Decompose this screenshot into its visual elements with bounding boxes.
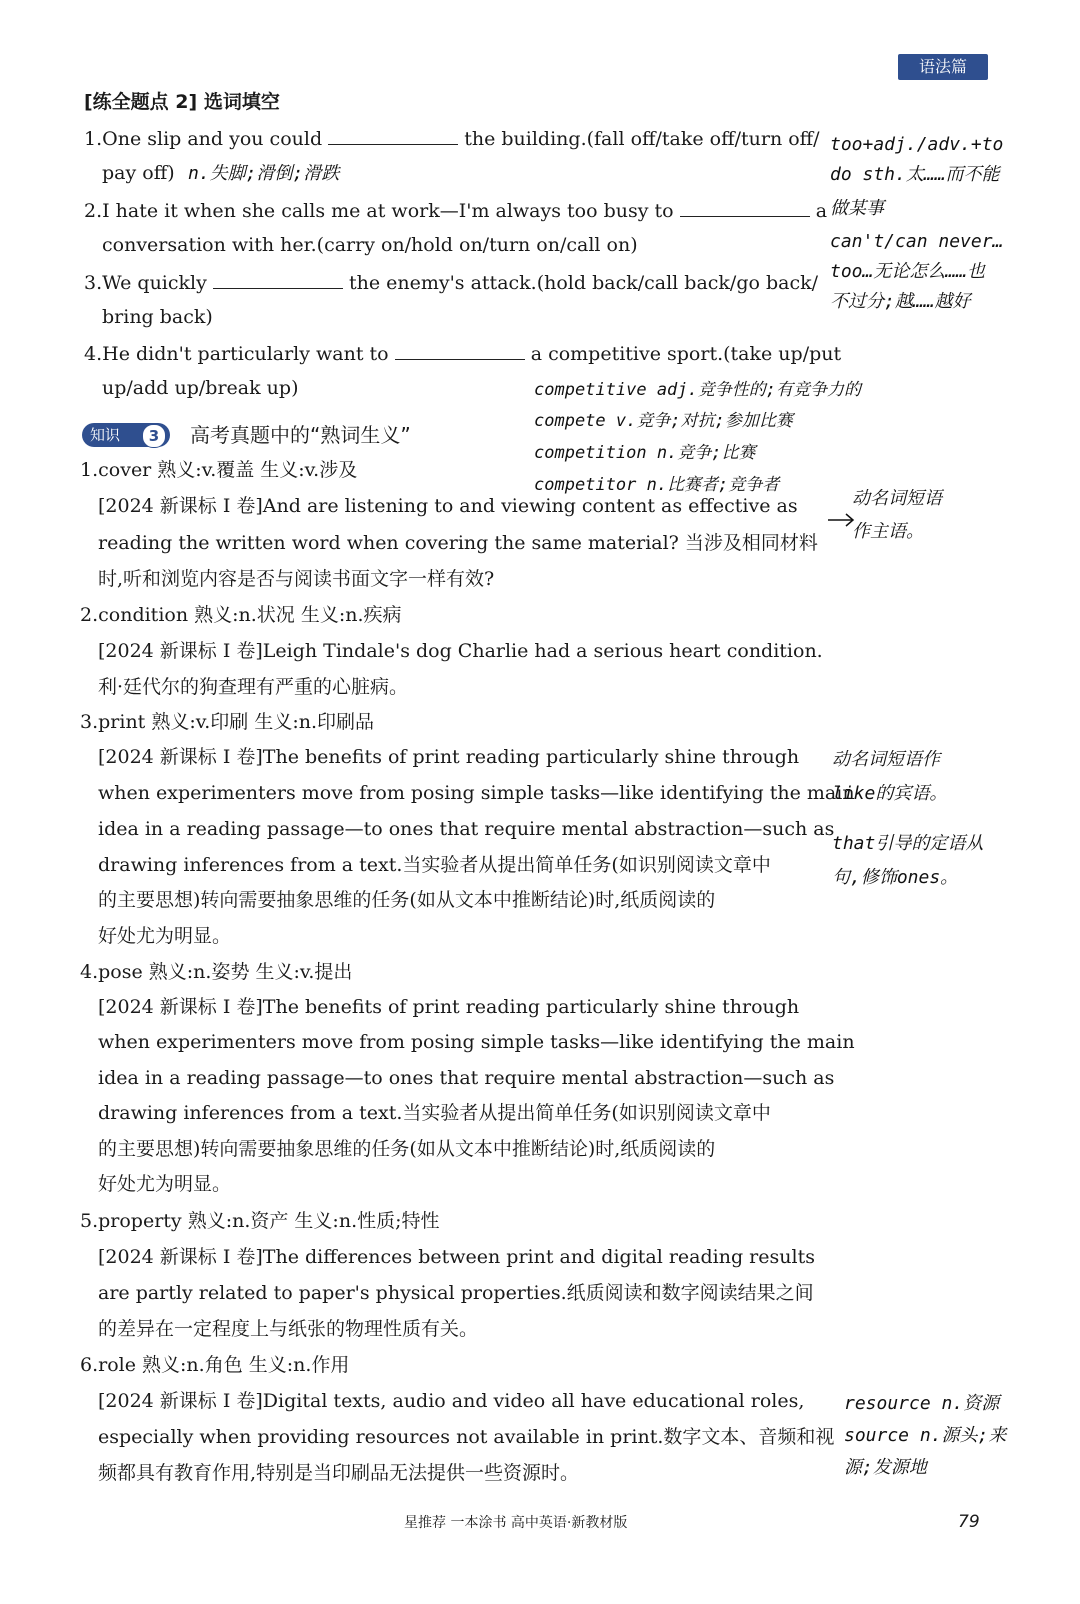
item-text-b: the building.(fall off/take off/turn off/ — [464, 128, 820, 150]
entry-line: when experimenters move from posing simple tasks—like identifying the main — [98, 1031, 855, 1053]
exercise-item-4-cont: up/add up/break up) — [102, 377, 299, 399]
entry-head-print: 3.print 熟义:v.印刷 生义:n.印刷品 — [80, 711, 374, 733]
entry-line: reading the written word when covering the same material? 当涉及相同材料 — [98, 532, 818, 554]
entry-line: are partly related to paper's physical properties.纸质阅读和数字阅读结果之间 — [98, 1282, 814, 1304]
note-gerund-1: 动名词短语 — [852, 488, 942, 509]
exercise-item-4 — [84, 341, 841, 366]
entry-line: [2024 新课标 Ⅰ 卷]Digital texts, audio and video all have educational roles, — [98, 1390, 805, 1412]
exercise-item-2-cont: conversation with her.(carry on/hold on/turn on/call on) — [102, 234, 638, 256]
item-text-a: We quickly — [102, 272, 207, 294]
note-too-1: too+adj./adv.+to — [830, 134, 1004, 155]
exercise-item-3-cont: bring back) — [102, 306, 213, 328]
note-resource-3: 源;发源地 — [844, 1457, 927, 1478]
note-that-1: that引导的定语从 — [832, 833, 984, 854]
item-text-a: I hate it when she calls me at work—I'm always too busy to — [102, 200, 674, 222]
exercise-item-1 — [84, 126, 820, 151]
entry-line: 的差异在一定程度上与纸张的物理性质有关。 — [98, 1318, 479, 1340]
note-resource-2: source n.源头;来 — [844, 1425, 1007, 1446]
entry-head-condition: 2.condition 熟义:n.状况 生义:n.疾病 — [80, 604, 402, 626]
knowledge-number: 3 — [142, 424, 166, 448]
entry-line: 频都具有教育作用,特别是当印刷品无法提供一些资源时。 — [98, 1462, 580, 1484]
exercise-item-2 — [84, 198, 827, 223]
answer-blank[interactable] — [395, 341, 525, 360]
entry-line: when experimenters move from posing simple tasks—like identifying the main — [98, 782, 855, 804]
page-number: 79 — [958, 1512, 980, 1532]
note-too-5: too…无论怎么……也 — [830, 261, 986, 282]
entry-line: idea in a reading passage—to ones that require mental abstraction—such as — [98, 818, 835, 840]
note-that-2: 句,修饰ones。 — [832, 867, 959, 888]
entry-line: [2024 新课标 Ⅰ 卷]The benefits of print reading particularly shine through — [98, 996, 800, 1018]
note-compete: compete v.竞争;对抗;参加比赛 — [534, 411, 793, 431]
note-like-2: like的宾语。 — [832, 783, 948, 804]
item-text-b: a — [815, 200, 828, 222]
entry-line: drawing inferences from a text.当实验者从提出简单任务(如识别阅读文章中 — [98, 1102, 771, 1124]
entry-head-cover: 1.cover 熟义:v.覆盖 生义:v.涉及 — [80, 459, 358, 481]
note-competitive: competitive adj.竞争性的;有竞争力的 — [534, 380, 861, 400]
note-resource-1: resource n.资源 — [844, 1393, 1000, 1414]
entry-line: [2024 新课标 Ⅰ 卷]The benefits of print reading particularly shine through — [98, 746, 800, 768]
entry-line: 好处尤为明显。 — [98, 1173, 232, 1195]
note-like-1: 动名词短语作 — [832, 749, 940, 770]
item-text-b: a competitive sport.(take up/put — [530, 343, 842, 365]
entry-head-pose: 4.pose 熟义:n.姿势 生义:v.提出 — [80, 961, 353, 983]
item-text-a: He didn't particularly want to — [102, 343, 389, 365]
entry-line: [2024 新课标 Ⅰ 卷]The differences between print and digital reading results — [98, 1246, 815, 1268]
knowledge-badge — [82, 423, 170, 447]
entry-line: especially when providing resources not available in print.数字文本、音频和视 — [98, 1426, 835, 1448]
entry-line: 的主要思想)转向需要抽象思维的任务(如从文本中推断结论)时,纸质阅读的 — [98, 889, 716, 911]
entry-line: [2024 新课标 Ⅰ 卷]Leigh Tindale's dog Charlie had a serious heart condition. — [98, 640, 823, 662]
note-competitor: competitor n.比赛者;竞争者 — [534, 475, 780, 495]
exercise-item-1-cont: pay off) — [102, 162, 175, 184]
knowledge-title: 高考真题中的“熟词生义” — [190, 423, 411, 447]
entry-line: idea in a reading passage—to ones that require mental abstraction—such as — [98, 1067, 835, 1089]
answer-blank[interactable] — [213, 270, 343, 289]
entry-line: 时,听和浏览内容是否与阅读书面文字一样有效? — [98, 568, 495, 590]
item-number: 2. — [84, 200, 103, 222]
note-too-2: do sth.太……而不能 — [830, 164, 1000, 185]
answer-blank[interactable] — [680, 198, 810, 217]
entry-line: 好处尤为明显。 — [98, 925, 232, 947]
answer-blank[interactable] — [328, 126, 458, 145]
footer-text: 星推荐 一本涂书 高中英语·新教材版 — [404, 1515, 628, 1531]
note-too-6: 不过分;越……越好 — [830, 291, 971, 312]
item-number: 4. — [84, 343, 103, 365]
note-too-3: 做某事 — [830, 198, 884, 219]
item-number: 3. — [84, 272, 103, 294]
entry-line: drawing inferences from a text.当实验者从提出简单任务(如识别阅读文章中 — [98, 854, 771, 876]
entry-line: 的主要思想)转向需要抽象思维的任务(如从文本中推断结论)时,纸质阅读的 — [98, 1138, 716, 1160]
note-slip: n.失脚;滑倒;滑跌 — [188, 163, 340, 184]
note-competition: competition n.竞争;比赛 — [534, 443, 756, 463]
item-number: 1. — [84, 128, 103, 150]
entry-head-property: 5.property 熟义:n.资产 生义:n.性质;特性 — [80, 1210, 440, 1232]
item-text-b: the enemy's attack.(hold back/call back/go back/ — [348, 272, 819, 294]
section-badge: 语法篇 — [898, 54, 988, 80]
exercise-item-3 — [84, 270, 818, 295]
arrow-icon — [826, 508, 856, 528]
entry-line: 利·廷代尔的狗查理有严重的心脏病。 — [98, 676, 409, 698]
note-too-4: can't/can never… — [830, 231, 1004, 252]
entry-line: [2024 新课标 Ⅰ 卷]And are listening to and viewing content as effective as — [98, 495, 798, 517]
knowledge-badge-label: 知识 — [90, 426, 121, 444]
note-gerund-2: 作主语。 — [852, 521, 924, 542]
entry-head-role: 6.role 熟义:n.角色 生义:n.作用 — [80, 1354, 350, 1376]
exercise-title: [练全题点 2] 选词填空 — [84, 91, 280, 113]
item-text-a: One slip and you could — [102, 128, 323, 150]
